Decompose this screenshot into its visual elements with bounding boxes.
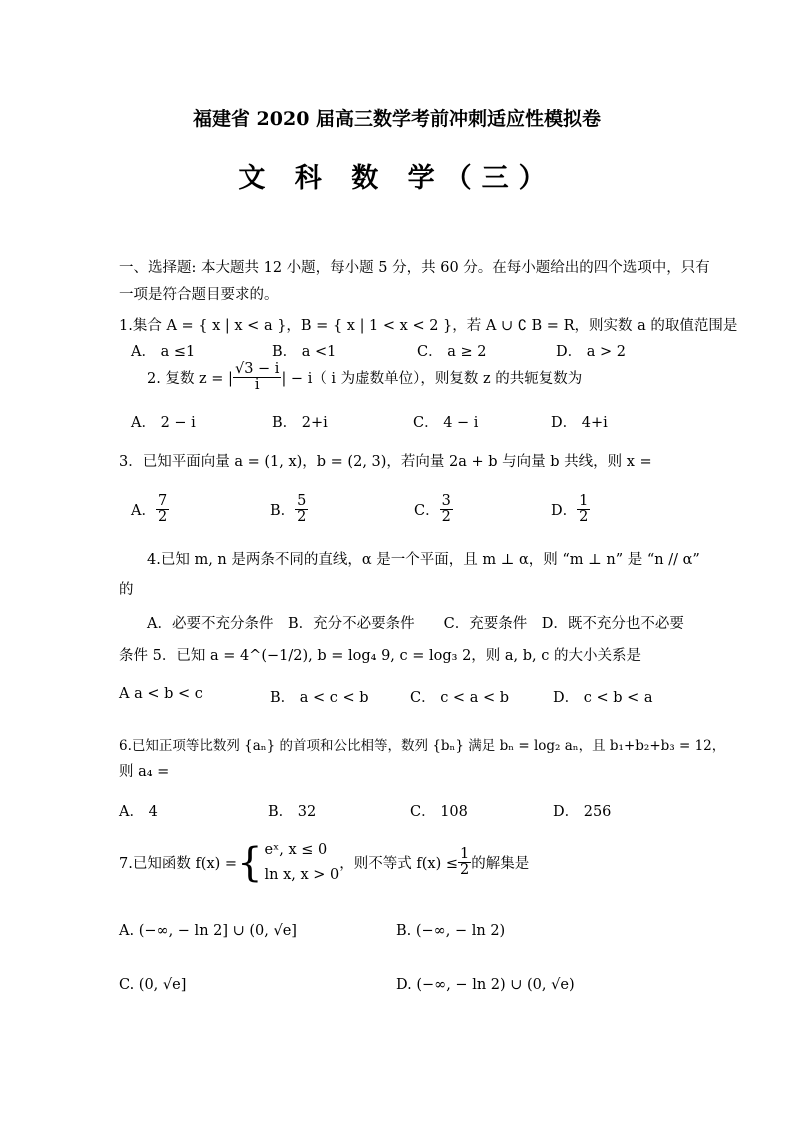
- q6-option-b[interactable]: B． 32: [268, 804, 317, 820]
- q7-stem-post: 的解集是: [471, 856, 530, 873]
- q2-fraction-denominator: i: [254, 377, 260, 394]
- question-5-stem: 条件 5．已知 a = 4^(−1/2), b = log₄ 9, c = log₃ 2，则 a, b, c 的大小关系是: [119, 648, 641, 664]
- q7-stem-mid: ，则不等式 f(x) ≤: [339, 856, 459, 873]
- exam-subtitle: 文 科 数 学（三）: [238, 163, 556, 194]
- q3-option-a-num: 7: [157, 493, 168, 509]
- section-instructions-line1: 一、选择题: 本大题共 12 小题，每小题 5 分，共 60 分。在每小题给出的四个选项中，只有: [119, 260, 710, 276]
- question-1-stem: 1.集合 A = { x | x < a }，B = { x | 1 < x < 2 }，若 A ∪ ∁ B = R，则实数 a 的取值范围是: [119, 318, 738, 334]
- q6-option-d[interactable]: D． 256: [553, 804, 612, 820]
- q2-option-c[interactable]: C． 4 − i: [413, 415, 479, 431]
- q3-option-a-label: A．: [131, 503, 156, 520]
- q2-stem-pre: 2. 复数 z = |: [147, 371, 233, 388]
- q1-option-c[interactable]: C． a ≥ 2: [417, 344, 487, 360]
- q3-option-c-num: 3: [441, 493, 451, 509]
- q1-option-d[interactable]: D． a > 2: [556, 344, 626, 360]
- q7-option-a[interactable]: A. (−∞, − ln 2] ∪ (0, √e]: [119, 923, 297, 939]
- q1-option-b[interactable]: B． a <1: [272, 344, 337, 360]
- q7-case-1: eˣ, x ≤ 0: [264, 842, 328, 858]
- q5-option-a[interactable]: A a < b < c: [119, 686, 203, 702]
- q7-option-d[interactable]: D. (−∞, − ln 2) ∪ (0, √e): [396, 977, 575, 993]
- q1-option-a[interactable]: A． a ≤1: [131, 344, 196, 360]
- q3-option-d-label: D．: [551, 503, 578, 520]
- q3-option-c-fraction: [440, 494, 453, 525]
- q7-brace: {: [237, 839, 263, 886]
- q7-option-c[interactable]: C. (0, √e]: [119, 977, 187, 993]
- question-4-line2: 的: [119, 582, 134, 598]
- q7-stem-pre: 7.已知函数 f(x) =: [119, 856, 238, 873]
- question-7-stem: [119, 838, 529, 887]
- q3-option-b-den: 2: [297, 509, 307, 526]
- q3-option-d[interactable]: [551, 494, 590, 525]
- q3-option-d-num: 1: [579, 493, 589, 509]
- question-2-stem: [147, 362, 582, 393]
- q7-fraction-numerator: 1: [460, 845, 470, 862]
- question-4-line1: 4.已知 m, n 是两条不同的直线，α 是一个平面，且 m ⊥ α，则 “m ⊥ n” 是 “n // α”: [147, 552, 700, 568]
- q3-option-a-fraction: [156, 494, 169, 525]
- q3-option-d-den: 2: [579, 509, 589, 526]
- exam-title: 福建省 2020 届高三数学考前冲刺适应性模拟卷: [192, 108, 602, 130]
- q5-option-c[interactable]: C． c < a < b: [410, 690, 509, 706]
- q5-option-b[interactable]: B． a < c < b: [270, 690, 369, 706]
- q2-option-a[interactable]: A． 2 − i: [131, 415, 196, 431]
- question-4-options[interactable]: A．必要不充分条件 B．充分不必要条件 C．充要条件 D．既不充分也不必要: [147, 616, 684, 632]
- question-6-line2: 则 a₄ =: [119, 764, 170, 780]
- q5-option-d[interactable]: D． c < b < a: [553, 690, 653, 706]
- q2-fraction-numerator: √3 − i: [234, 361, 280, 377]
- q7-fraction-denominator: 2: [460, 862, 470, 879]
- q2-stem-post: | − i（ i 为虚数单位），则复数 z 的共轭复数为: [281, 371, 583, 388]
- q6-option-c[interactable]: C． 108: [410, 804, 468, 820]
- q3-option-c[interactable]: [414, 494, 453, 525]
- q3-option-a[interactable]: [131, 494, 169, 525]
- q7-cases: [265, 838, 340, 887]
- q6-option-a[interactable]: A． 4: [119, 804, 158, 820]
- q3-option-b-fraction: [295, 494, 308, 525]
- q2-option-b[interactable]: B． 2+i: [272, 415, 328, 431]
- q3-option-d-fraction: [577, 494, 590, 525]
- q7-option-b[interactable]: B. (−∞, − ln 2): [396, 923, 506, 939]
- q3-option-c-label: C．: [414, 503, 440, 520]
- question-3-stem: 3．已知平面向量 a = (1, x)，b = (2, 3)，若向量 2a + b 与向量 b 共线，则 x =: [119, 454, 652, 470]
- q7-fraction: [458, 847, 471, 878]
- q3-option-b-label: B．: [270, 503, 296, 520]
- q3-option-c-den: 2: [441, 509, 451, 526]
- q3-option-b[interactable]: [270, 494, 308, 525]
- q2-option-d[interactable]: D． 4+i: [551, 415, 608, 431]
- q7-case-2: ln x, x > 0: [264, 866, 340, 883]
- q3-option-b-num: 5: [297, 493, 307, 509]
- q2-fraction: [233, 362, 281, 393]
- section-instructions-line2: 一项是符合题目要求的。: [119, 287, 279, 303]
- question-6-line1: 6.已知正项等比数列 {aₙ} 的首项和公比相等，数列 {bₙ} 满足 bₙ = log₂ aₙ，且 b₁+b₂+b₃ = 12，: [119, 738, 726, 754]
- q3-option-a-den: 2: [157, 509, 168, 526]
